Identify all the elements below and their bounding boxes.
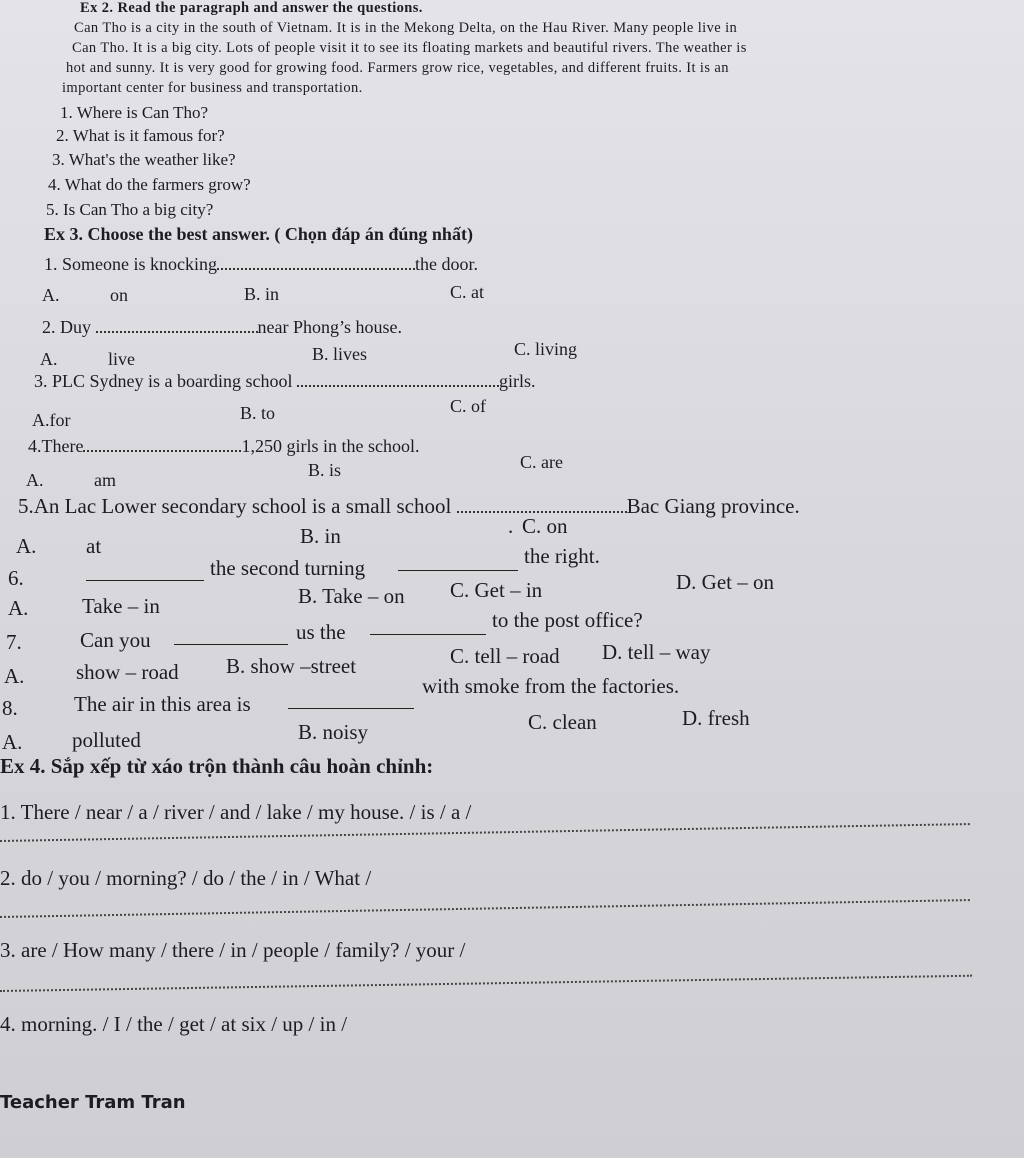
ex2-question-2: 2. What is it famous for? <box>56 126 225 145</box>
ex3-q6-option-c: C. Get – in <box>450 578 543 602</box>
ex3-q3-option-c: C. of <box>450 396 486 416</box>
ex3-q7-middle: us the <box>296 620 346 644</box>
ex3-q1-option-a-letter: A. <box>42 285 60 305</box>
ex3-q2-option-a-text: live <box>108 349 135 369</box>
ex3-q1-before: 1. Someone is knocking <box>44 254 217 274</box>
ex3-q8-option-a-letter: A. <box>2 730 23 754</box>
ex3-q4-option-a-letter: A. <box>26 470 44 490</box>
ex3-q5-option-c: C. on <box>522 514 568 538</box>
ex3-q2-option-b: B. lives <box>312 344 368 364</box>
ex4-answer-line-2 <box>0 899 970 918</box>
ex2-heading: Ex 2. Read the paragraph and answer the questions. <box>80 0 423 16</box>
ex3-q8-after: with smoke from the factories. <box>422 674 680 698</box>
ex3-q5 <box>18 494 800 519</box>
ex3-q4-option-a-text: am <box>94 470 116 490</box>
ex3-q1-blank <box>217 267 415 270</box>
ex2-paragraph-line-3: hot and sunny. It is very good for growing food. Farmers grow rice, vegetables, and different fruits. It is an <box>66 60 729 76</box>
ex3-q3-after: girls. <box>499 371 536 391</box>
ex3-q8-number: 8. <box>2 696 18 720</box>
ex3-q5-blank <box>457 510 627 513</box>
ex3-q7-option-a-letter: A. <box>4 664 25 688</box>
ex3-q5-option-a-letter: A. <box>16 534 37 558</box>
ex3-q5-before: 5.An Lac Lower secondary school is a small school <box>18 494 452 518</box>
ex3-q5-option-a-text: at <box>86 534 102 558</box>
ex3-q2-blank <box>96 330 258 333</box>
ex2-paragraph-line-4: important center for business and transportation. <box>62 80 363 96</box>
ex3-q8-before: The air in this area is <box>74 692 251 716</box>
ex3-q4-blank <box>83 449 241 452</box>
ex3-q6-middle: the second turning <box>210 556 366 580</box>
ex2-question-4: 4. What do the farmers grow? <box>48 175 251 194</box>
ex2-question-3: 3. What's the weather like? <box>52 150 236 169</box>
ex4-item-4: 4. morning. / I / the / get / at six / up / in / <box>0 1012 348 1036</box>
ex3-q8-option-d: D. fresh <box>682 706 750 730</box>
ex3-q2-option-a-letter: A. <box>40 349 58 369</box>
ex3-q6-blank-2 <box>398 570 518 571</box>
ex3-q5-mark: . <box>508 514 514 538</box>
ex3-q7-number: 7. <box>6 630 22 654</box>
ex3-q7-option-a-text: show – road <box>76 660 179 684</box>
ex3-q6-blank-1 <box>86 580 204 581</box>
ex3-q1-option-b: B. in <box>244 284 280 304</box>
ex3-q1 <box>44 254 478 275</box>
ex3-q4-option-b: B. is <box>308 460 342 480</box>
ex4-answer-line-3 <box>0 975 972 992</box>
ex3-q8-option-c: C. clean <box>528 710 597 734</box>
ex3-q3-before: 3. PLC Sydney is a boarding school <box>34 371 293 391</box>
ex4-item-1: 1. There / near / a / river / and / lake / my house. / is / a / <box>0 800 472 824</box>
ex3-q8-blank <box>288 708 414 709</box>
ex3-q5-option-b: B. in <box>300 524 341 548</box>
ex3-heading: Ex 3. Choose the best answer. ( Chọn đáp án đúng nhất) <box>44 224 473 244</box>
ex3-q4-after: 1,250 girls in the school. <box>241 436 420 456</box>
ex3-q2-option-c: C. living <box>514 339 578 359</box>
ex3-q4-option-c: C. are <box>520 452 563 472</box>
ex3-q1-option-a-text: on <box>110 285 128 305</box>
ex3-q7-blank-2 <box>370 634 486 635</box>
ex3-q5-after: Bac Giang province. <box>626 494 800 518</box>
ex3-q2-after: near Phong’s house. <box>257 317 402 337</box>
ex3-q1-option-c: C. at <box>450 282 484 302</box>
ex3-q1-after: the door. <box>415 254 478 274</box>
ex3-q7-option-b: B. show –street <box>226 654 357 678</box>
ex3-q7-option-c: C. tell – road <box>450 644 560 668</box>
ex3-q2 <box>42 317 402 338</box>
ex3-q4-before: 4.There <box>28 436 84 456</box>
ex4-item-2: 2. do / you / morning? / do / the / in / What / <box>0 866 372 890</box>
ex2-question-5: 5. Is Can Tho a big city? <box>46 200 214 219</box>
ex3-q6-option-d: D. Get – on <box>676 570 774 594</box>
ex3-q3-blank <box>297 384 499 387</box>
ex3-q6-option-a-letter: A. <box>8 596 29 620</box>
ex3-q2-before: 2. Duy <box>42 317 91 337</box>
ex3-q6-number: 6. <box>8 566 24 590</box>
ex4-item-3: 3. are / How many / there / in / people / family? / your / <box>0 938 466 962</box>
ex3-q7-blank-1 <box>174 644 288 645</box>
ex3-q8-option-a-text: polluted <box>72 728 141 752</box>
ex3-q3 <box>34 371 536 392</box>
ex3-q6-option-a-text: Take – in <box>82 594 160 618</box>
ex3-q6-after: the right. <box>524 544 600 568</box>
ex3-q3-option-a: A.for <box>32 410 71 430</box>
ex3-q7-after: to the post office? <box>492 608 643 632</box>
ex3-q4 <box>28 436 419 457</box>
ex2-question-1: 1. Where is Can Tho? <box>60 103 209 122</box>
ex2-paragraph-line-2: Can Tho. It is a big city. Lots of people visit it to see its floating markets and beautiful rivers. The weather is <box>72 40 747 56</box>
ex3-q3-option-b: B. to <box>240 403 276 423</box>
ex3-q6-option-b: B. Take – on <box>298 584 405 608</box>
ex3-q8-option-b: B. noisy <box>298 720 369 744</box>
ex3-q7-option-d: D. tell – way <box>602 640 711 664</box>
teacher-name: Teacher Tram Tran <box>0 1092 186 1113</box>
ex4-answer-line-1 <box>0 823 970 842</box>
ex4-heading: Ex 4. Sắp xếp từ xáo trộn thành câu hoàn chỉnh: <box>0 754 434 778</box>
ex3-q7-before: Can you <box>80 628 151 652</box>
ex2-paragraph-line-1: Can Tho is a city in the south of Vietnam. It is in the Mekong Delta, on the Hau River. Many people live in <box>74 20 738 36</box>
